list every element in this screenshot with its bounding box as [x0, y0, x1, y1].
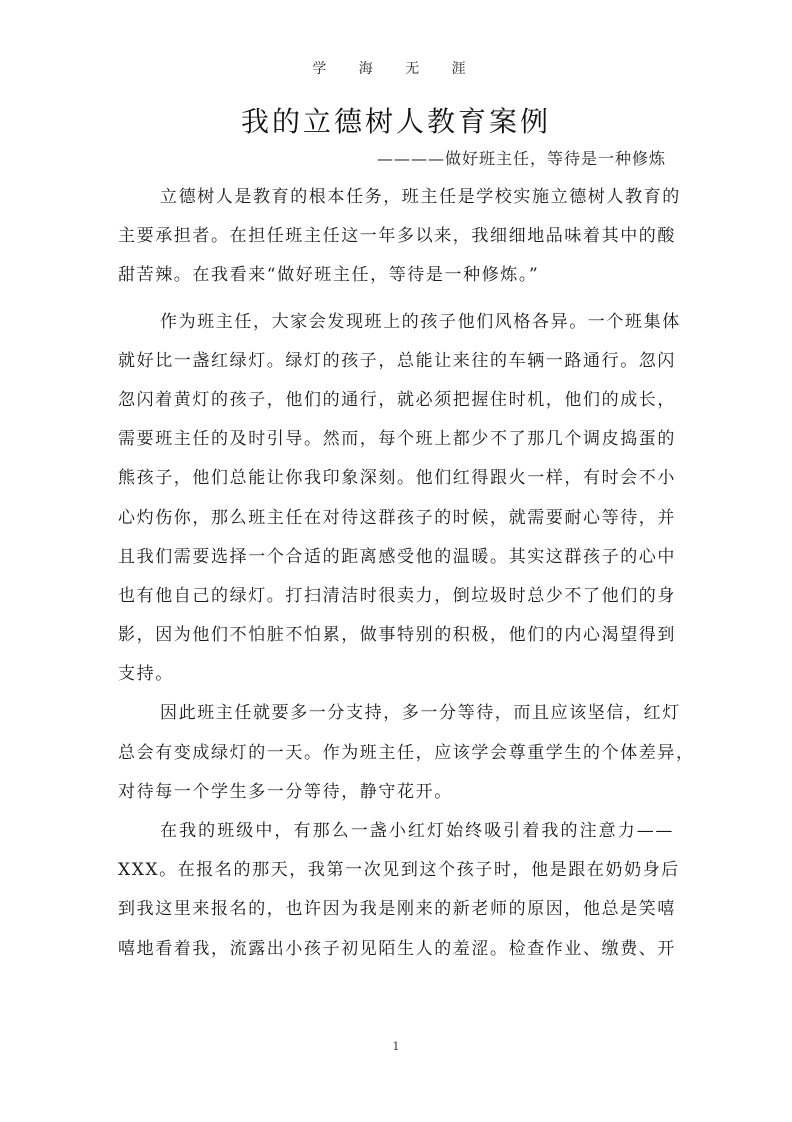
paragraph: [118, 694, 695, 812]
text-line: 总会有变成绿灯的一天。作为班主任，应该学会尊重学生的个体差异，: [118, 742, 695, 763]
text-line: 在我的班级中，有那么一盏小红灯始终吸引着我的注意力——: [160, 821, 674, 841]
text-line: 因此班主任就要多一分支持，多一分等待，而且应该坚信，红灯: [160, 703, 681, 724]
text-line: 甜苦辣。在我看来“做好班主任，等待是一种修炼。”: [118, 265, 540, 286]
page-number: 1: [392, 1040, 400, 1053]
text-line: 且我们需要选择一个合适的距离感受他的温暖。其实这群孩子的心中: [118, 546, 676, 567]
text-line: 到我这里来报名的，也许因为我是刚来的新老师的原因，他总是笑嘻: [118, 899, 676, 920]
text-line: 主要承担者。在担任班主任这一年多以来，我细细地品味着其中的酸: [118, 226, 676, 247]
text-line: 支持。: [118, 664, 174, 685]
text-line: 心灼伤你，那么班主任在对待这群孩子的时候，就需要耐心等待，并: [118, 507, 676, 528]
text-line: 对待每一个学生多一分等待，静守花开。: [118, 781, 453, 802]
text-line: 也有他自己的绿灯。打扫清洁时很卖力，倒垃圾时总少不了他们的身: [118, 585, 676, 606]
text-line: 立德树人是教育的根本任务，班主任是学校实施立德树人教育的: [160, 187, 681, 207]
page-header: 学 海 无 涯: [312, 61, 480, 77]
paragraph: [118, 178, 681, 296]
text-line: 就好比一盏红绿灯。绿灯的孩子，总能让来往的车辆一路通行。忽闪: [118, 350, 676, 371]
document-subtitle: ————做好班主任，等待是一种修炼: [376, 149, 666, 168]
document-title: 我的立德树人教育案例: [240, 105, 551, 138]
document-body: [118, 178, 695, 969]
paragraph: [118, 303, 681, 695]
text-line: 需要班主任的及时引导。然而，每个班上都少不了那几个调皮捣蛋的: [118, 429, 676, 450]
text-line: 作为班主任，大家会发现班上的孩子他们风格各异。一个班集体: [160, 311, 681, 332]
text-line: 熊孩子，他们总能让你我印象深刻。他们红得跟火一样，有时会不小: [118, 468, 676, 489]
text-line: 忽闪着黄灯的孩子，他们的通行，就必须把握住时机，他们的成长，: [118, 389, 676, 410]
text-line: 嘻地看着我，流露出小孩子初见陌生人的羞涩。检查作业、缴费、开: [118, 938, 676, 959]
text-line: 影，因为他们不怕脏不怕累，做事特别的积极，他们的内心渴望得到: [118, 625, 676, 646]
text-line: XXX。在报名的那天，我第一次见到这个孩子时，他是跟在奶奶身后: [118, 860, 680, 881]
paragraph: [118, 812, 680, 969]
